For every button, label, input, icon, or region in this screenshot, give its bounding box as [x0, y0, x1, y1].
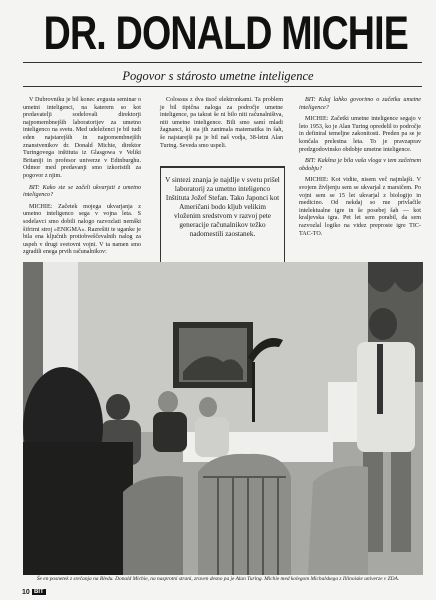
interview-question: BIT: Kdaj lahko govorimo o začetku umetne inteligence?: [299, 97, 421, 111]
page-number: 10: [22, 589, 30, 596]
paragraph: Colossus z dva tisoč elektronkami. Ta problem je bil tipična naloga za področje umetne inteligence, pa takrat še ni bilo niti računalništva, niti umetne inteligence. Bili smo samí mladi žagnanci, ki sta jih zanimala matematika in šah, še najstarejši pa je bil naš vodja, 38-letni Alan Turing. Seveda smo uspeli.: [160, 97, 283, 149]
magazine-name: BIT: [34, 589, 44, 595]
photo-image: [23, 262, 423, 575]
subtitle-rule: [23, 86, 422, 87]
interview-question: BIT: Kako ste se začeli ukvarjati z umetno inteligenco?: [23, 184, 141, 199]
page-footer: [0, 588, 436, 600]
text-column-3: [299, 97, 421, 242]
article-title: DR. DONALD MICHIE: [43, 6, 409, 59]
title-rule-top: [23, 62, 422, 63]
paragraph: V Dubrovniku je bil konec avgusta seminar o umetni inteligenci, na katerem so kot predavatelji sodelovali direktorji najpomembnejših laboratorijev za umetno inteligenco na svetu. Med udeleženci je bil tudi eden najstarejših in najpomembnejših znanstvenikov dr. Donald Michie, direktor Turingovega inštituta iz Glasgowa v Veliki Britaniji in profesor univerze v Edinburghu. Odmor med predavanji smo izkoristili za pogovor z njim.: [23, 97, 141, 179]
paragraph: MICHIE: Začetki umetne inteligence segajo v leto 1953, ko je Alan Turing opredelil to področje in definiral temeljne zakonitosti. Preden pa se je končala prelestna leta. To je pravzaprav predzgodovinsko obdobje umetne inteligence.: [299, 116, 421, 153]
text-column-1: [23, 97, 141, 261]
text-column-2: [160, 97, 283, 154]
paragraph: MICHIE: Začetek mojega ukvarjanja z umetno inteligenco sega v vojna leta. S sodelavci smo dobili nalogo razvozlati nemški šifrirni stroj »ENIGMA«. Razrešiti te uganke je bila ena ključnih protiobveščevalnih nalog za uspeh v drugi svetovni vojni. V ta namen smo zgradili enega prvih računalnikov:: [23, 203, 141, 256]
article-subtitle: Pogovor s stárosto umetne inteligence: [122, 69, 314, 83]
photo-caption: Še en posnetek z srečanja na Bledu. Donald Michie, na nasprotni strani, zraven desno pa je Alan Turing. Michie med kolegom Michalskega z Illinoiske univerze v ZDA.: [36, 576, 400, 582]
pull-quote-text: V sintezi znanja je najdlje v svetu prišel laboratorij za umetno inteligenco Inštituta Jožef Stefan. Tako Japonci kot Američani bodo kljub velikim vloženim sredstvom v razvoj pete generacije računalnikov težko nadomestili zaostanek.: [165, 176, 280, 238]
interview-question: BIT: Kakšna je bila vaša vloga v tem začetnem obdobju?: [299, 158, 421, 172]
conference-photo: [23, 262, 423, 575]
paragraph: MICHIE: Kot vidite, nisem več najmlajši. V svojem življenju sem se ukvarjal z marsičem. Po vojni sem se 15 let ukvarjal z biologijo in medicino. Od nekdaj so me privlačile intelektualne igre in še posebej šah — kot kraljevska igra. Pet let sem porabil, da sem razvozlal logiko na videz preproste igre TIC-TAC-TO.: [299, 177, 421, 237]
pull-quote-box: [160, 166, 285, 271]
